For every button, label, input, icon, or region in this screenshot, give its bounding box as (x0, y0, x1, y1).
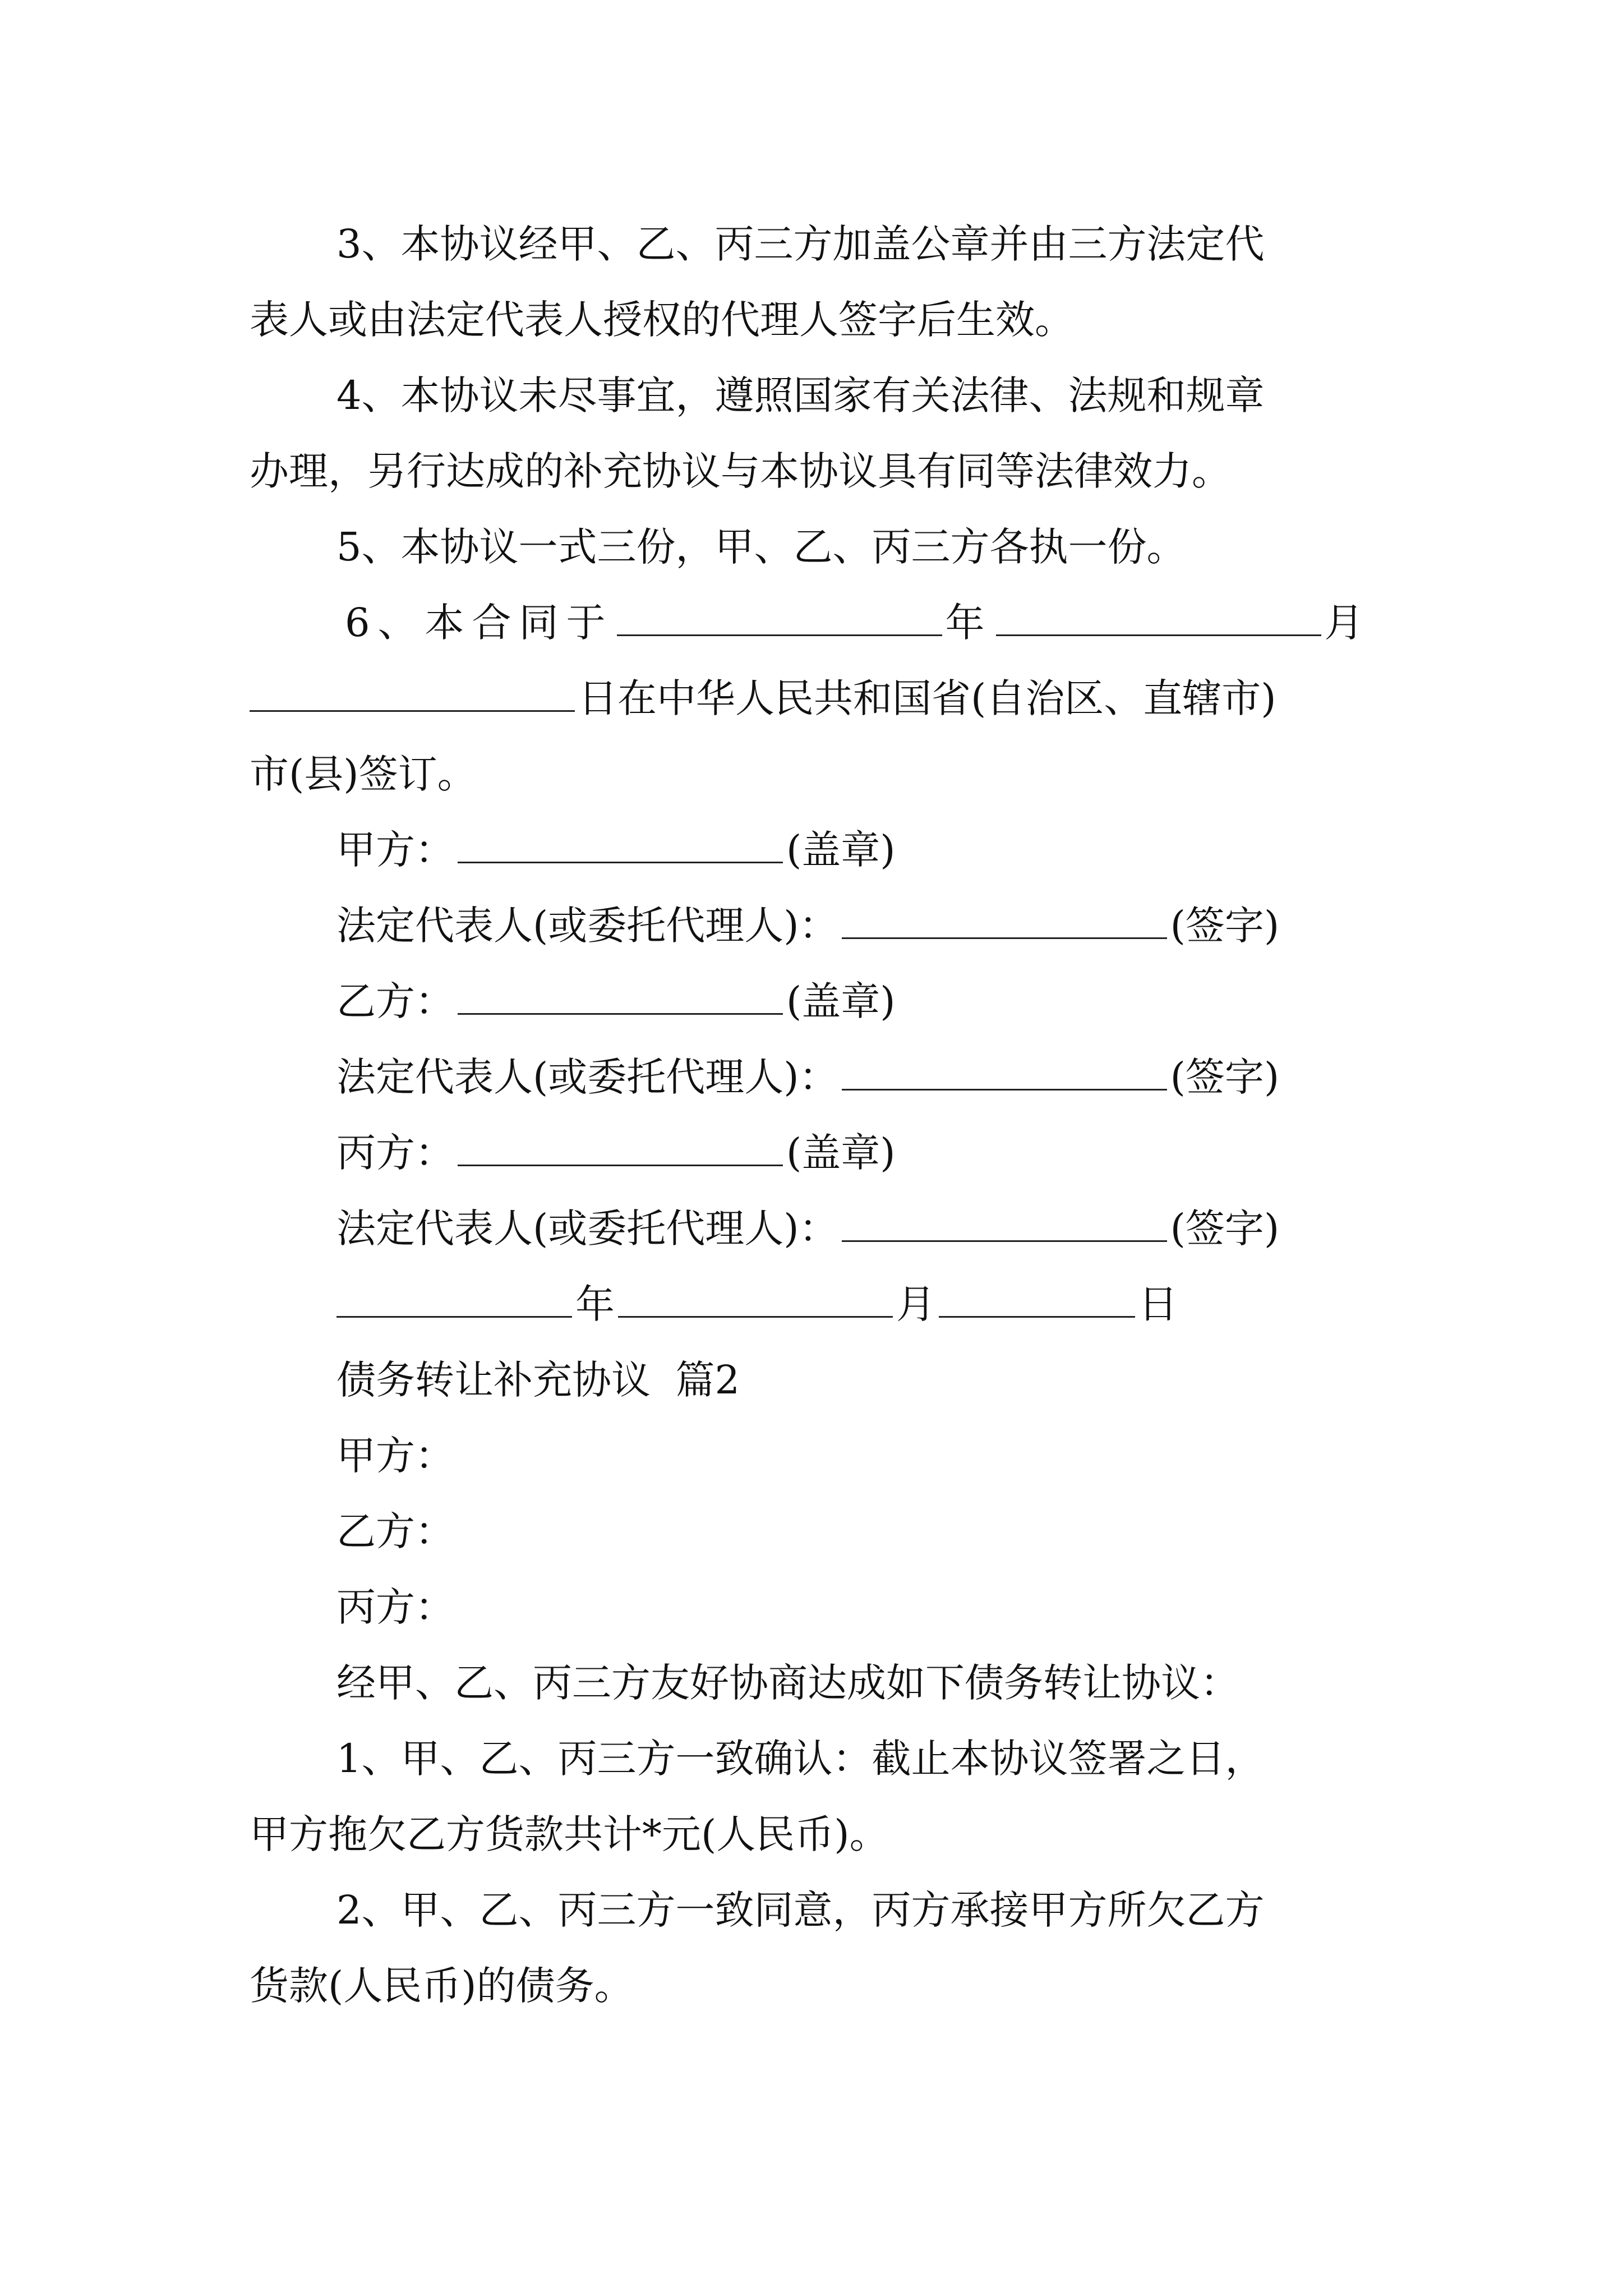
party-b-seal-label: (盖章) (786, 978, 896, 1024)
party-a-label: 甲方： (336, 827, 454, 873)
party-b-rep-label: 法定代表人(或委托代理人)： (336, 1054, 838, 1100)
party-a-seal-label: (盖章) (786, 827, 896, 873)
clause-3-line-1: 3、本协议经甲、乙、丙三方加盖公章并由三方法定代 (336, 221, 1265, 267)
clause-6-line-2 (0, 673, 1623, 724)
party-b-seal-line (0, 976, 1623, 1027)
sign-year-label: 年 (575, 1281, 615, 1327)
party-a-seal-blank[interactable] (458, 828, 783, 863)
sign-day-blank[interactable] (939, 1282, 1135, 1318)
sign-year-blank[interactable] (336, 1282, 572, 1318)
party-c-sign-label: (签字) (1170, 1205, 1280, 1251)
party-a-rep-label: 法定代表人(或委托代理人)： (336, 903, 838, 949)
sign-month-label: 月 (896, 1281, 935, 1327)
section-2-title: 债务转让补充协议 篇2 (336, 1357, 740, 1403)
party-c-seal-line (0, 1128, 1623, 1178)
party-b-rep-line (0, 1052, 1623, 1102)
party-a-rep-line (0, 900, 1623, 951)
party-b-sign-label: (签字) (1170, 1054, 1280, 1100)
party-c-seal-blank[interactable] (458, 1131, 783, 1166)
clause-6-line-2-suffix: 日在中华人民共和国省(自治区、直辖市) (578, 675, 1276, 721)
party-a-seal-line (0, 825, 1623, 875)
party-c-label: 丙方： (336, 1130, 454, 1176)
month-blank[interactable] (996, 601, 1321, 636)
sign-month-blank[interactable] (618, 1282, 893, 1318)
section-2-item-2-line-1: 2、甲、乙、丙三方一致同意，丙方承接甲方所欠乙方 (336, 1887, 1265, 1933)
party-c-sign-blank[interactable] (842, 1207, 1167, 1242)
party-b-sign-blank[interactable] (842, 1055, 1167, 1091)
party-b-seal-blank[interactable] (458, 979, 783, 1015)
clause-6-month: 月 (1324, 600, 1372, 646)
party-c-rep-label: 法定代表人(或委托代理人)： (336, 1205, 838, 1251)
section-2-item-1-line-2: 甲方拖欠乙方货款共计*元(人民币)。 (250, 1811, 889, 1857)
clause-6-year: 年 (945, 600, 993, 646)
section-2-party-a: 甲方： (336, 1433, 454, 1479)
sign-day-label: 日 (1138, 1281, 1178, 1327)
section-2-party-b: 乙方： (336, 1508, 454, 1554)
clause-3-line-2: 表人或由法定代表人授权的代理人签字后生效。 (250, 297, 1074, 343)
clause-4-line-1: 4、本协议未尽事宜，遵照国家有关法律、法规和规章 (336, 372, 1265, 418)
party-a-sign-label: (签字) (1170, 903, 1280, 949)
party-c-seal-label: (盖章) (786, 1130, 896, 1176)
day-blank[interactable] (250, 677, 575, 712)
clause-5: 5、本协议一式三份，甲、乙、丙三方各执一份。 (336, 524, 1186, 570)
section-2-item-1-line-1: 1、甲、乙、丙三方一致确认：截止本协议签署之日， (336, 1736, 1265, 1782)
section-2-party-c: 丙方： (336, 1584, 454, 1630)
section-2-item-2-line-2: 货款(人民币)的债务。 (250, 1963, 634, 2009)
party-c-rep-line (0, 1203, 1623, 1254)
clause-4-line-2: 办理，另行达成的补充协议与本协议具有同等法律效力。 (250, 448, 1231, 494)
year-blank[interactable] (617, 601, 942, 636)
signing-date-line (0, 1279, 1623, 1329)
clause-6-prefix: 6、本合同于 (345, 600, 614, 646)
party-b-label: 乙方： (336, 978, 454, 1024)
section-2-intro: 经甲、乙、丙三方友好协商达成如下债务转让协议： (336, 1660, 1239, 1706)
clause-6-line-3: 市(县)签订。 (250, 751, 477, 797)
party-a-sign-blank[interactable] (842, 904, 1167, 939)
clause-6-line-1 (0, 597, 1623, 648)
